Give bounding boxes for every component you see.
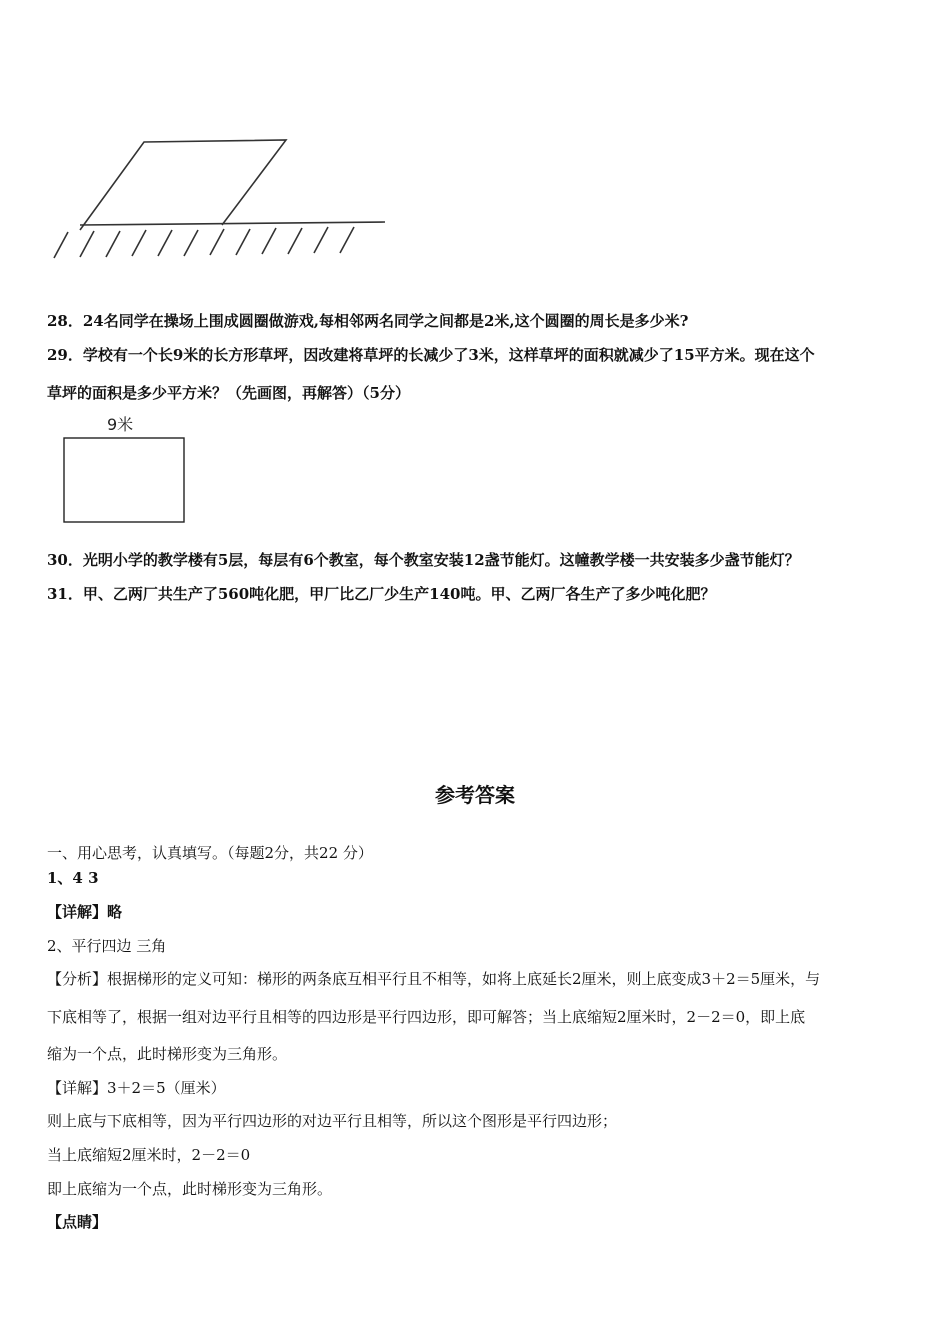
answer-2-detail-1: 【详解】3＋2＝5（厘米） xyxy=(47,1079,226,1097)
question-29-line-1: 29．学校有一个长9米的长方形草坪，因改建将草坪的长减少了3米，这样草坪的面积就减少了15平方米。现在这个 xyxy=(47,346,815,364)
rectangle-length-label: 9米 xyxy=(107,415,134,434)
rectangle-shape xyxy=(64,438,184,522)
section-1-heading: 一、用心思考，认真填写。（每题2分，共22 分） xyxy=(47,844,373,862)
ground-line xyxy=(80,222,385,225)
answers-title: 参考答案 xyxy=(435,783,515,807)
question-29-line-2: 草坪的面积是多少平方米？（先画图，再解答）（5分） xyxy=(47,384,410,402)
answer-2-analysis-3: 缩为一个点，此时梯形变为三角形。 xyxy=(47,1045,288,1063)
rectangle-figure xyxy=(55,412,195,528)
question-28: 28．24名同学在操场上围成圆圈做游戏,每相邻两名同学之间都是2米,这个圆圈的周长是多少米? xyxy=(47,312,689,330)
answer-2-analysis-1: 【分析】根据梯形的定义可知：梯形的两条底互相平行且不相等，如将上底延长2厘米，则上底变成3＋2＝5厘米，与 xyxy=(47,970,821,988)
question-30: 30．光明小学的教学楼有5层，每层有6个教室，每个教室安装12盏节能灯。这幢教学楼一共安装多少盏节能灯？ xyxy=(47,551,800,569)
answer-1-detail: 【详解】略 xyxy=(47,903,123,921)
answer-2-detail-2: 则上底与下底相等，因为平行四边形的对边平行且相等，所以这个图形是平行四边形； xyxy=(47,1112,618,1130)
answer-2-detail-3: 当上底缩短2厘米时，2－2＝0 xyxy=(47,1146,251,1164)
answer-2: 2、平行四边 三角 xyxy=(47,937,167,955)
answer-1: 1、4 3 xyxy=(47,869,99,887)
question-31: 31．甲、乙两厂共生产了560吨化肥，甲厂比乙厂少生产140吨。甲、乙两厂各生产了多少吨化肥？ xyxy=(47,585,716,603)
answer-2-tip: 【点睛】 xyxy=(47,1213,108,1231)
answer-2-analysis-2: 下底相等了，根据一组对边平行且相等的四边形是平行四边形，即可解答；当上底缩短2厘米时，2－2＝0，即上底 xyxy=(47,1008,806,1026)
parallelogram-shape xyxy=(80,140,286,230)
parallelogram-figure xyxy=(40,130,400,270)
answer-2-detail-4: 即上底缩为一个点，此时梯形变为三角形。 xyxy=(47,1180,333,1198)
